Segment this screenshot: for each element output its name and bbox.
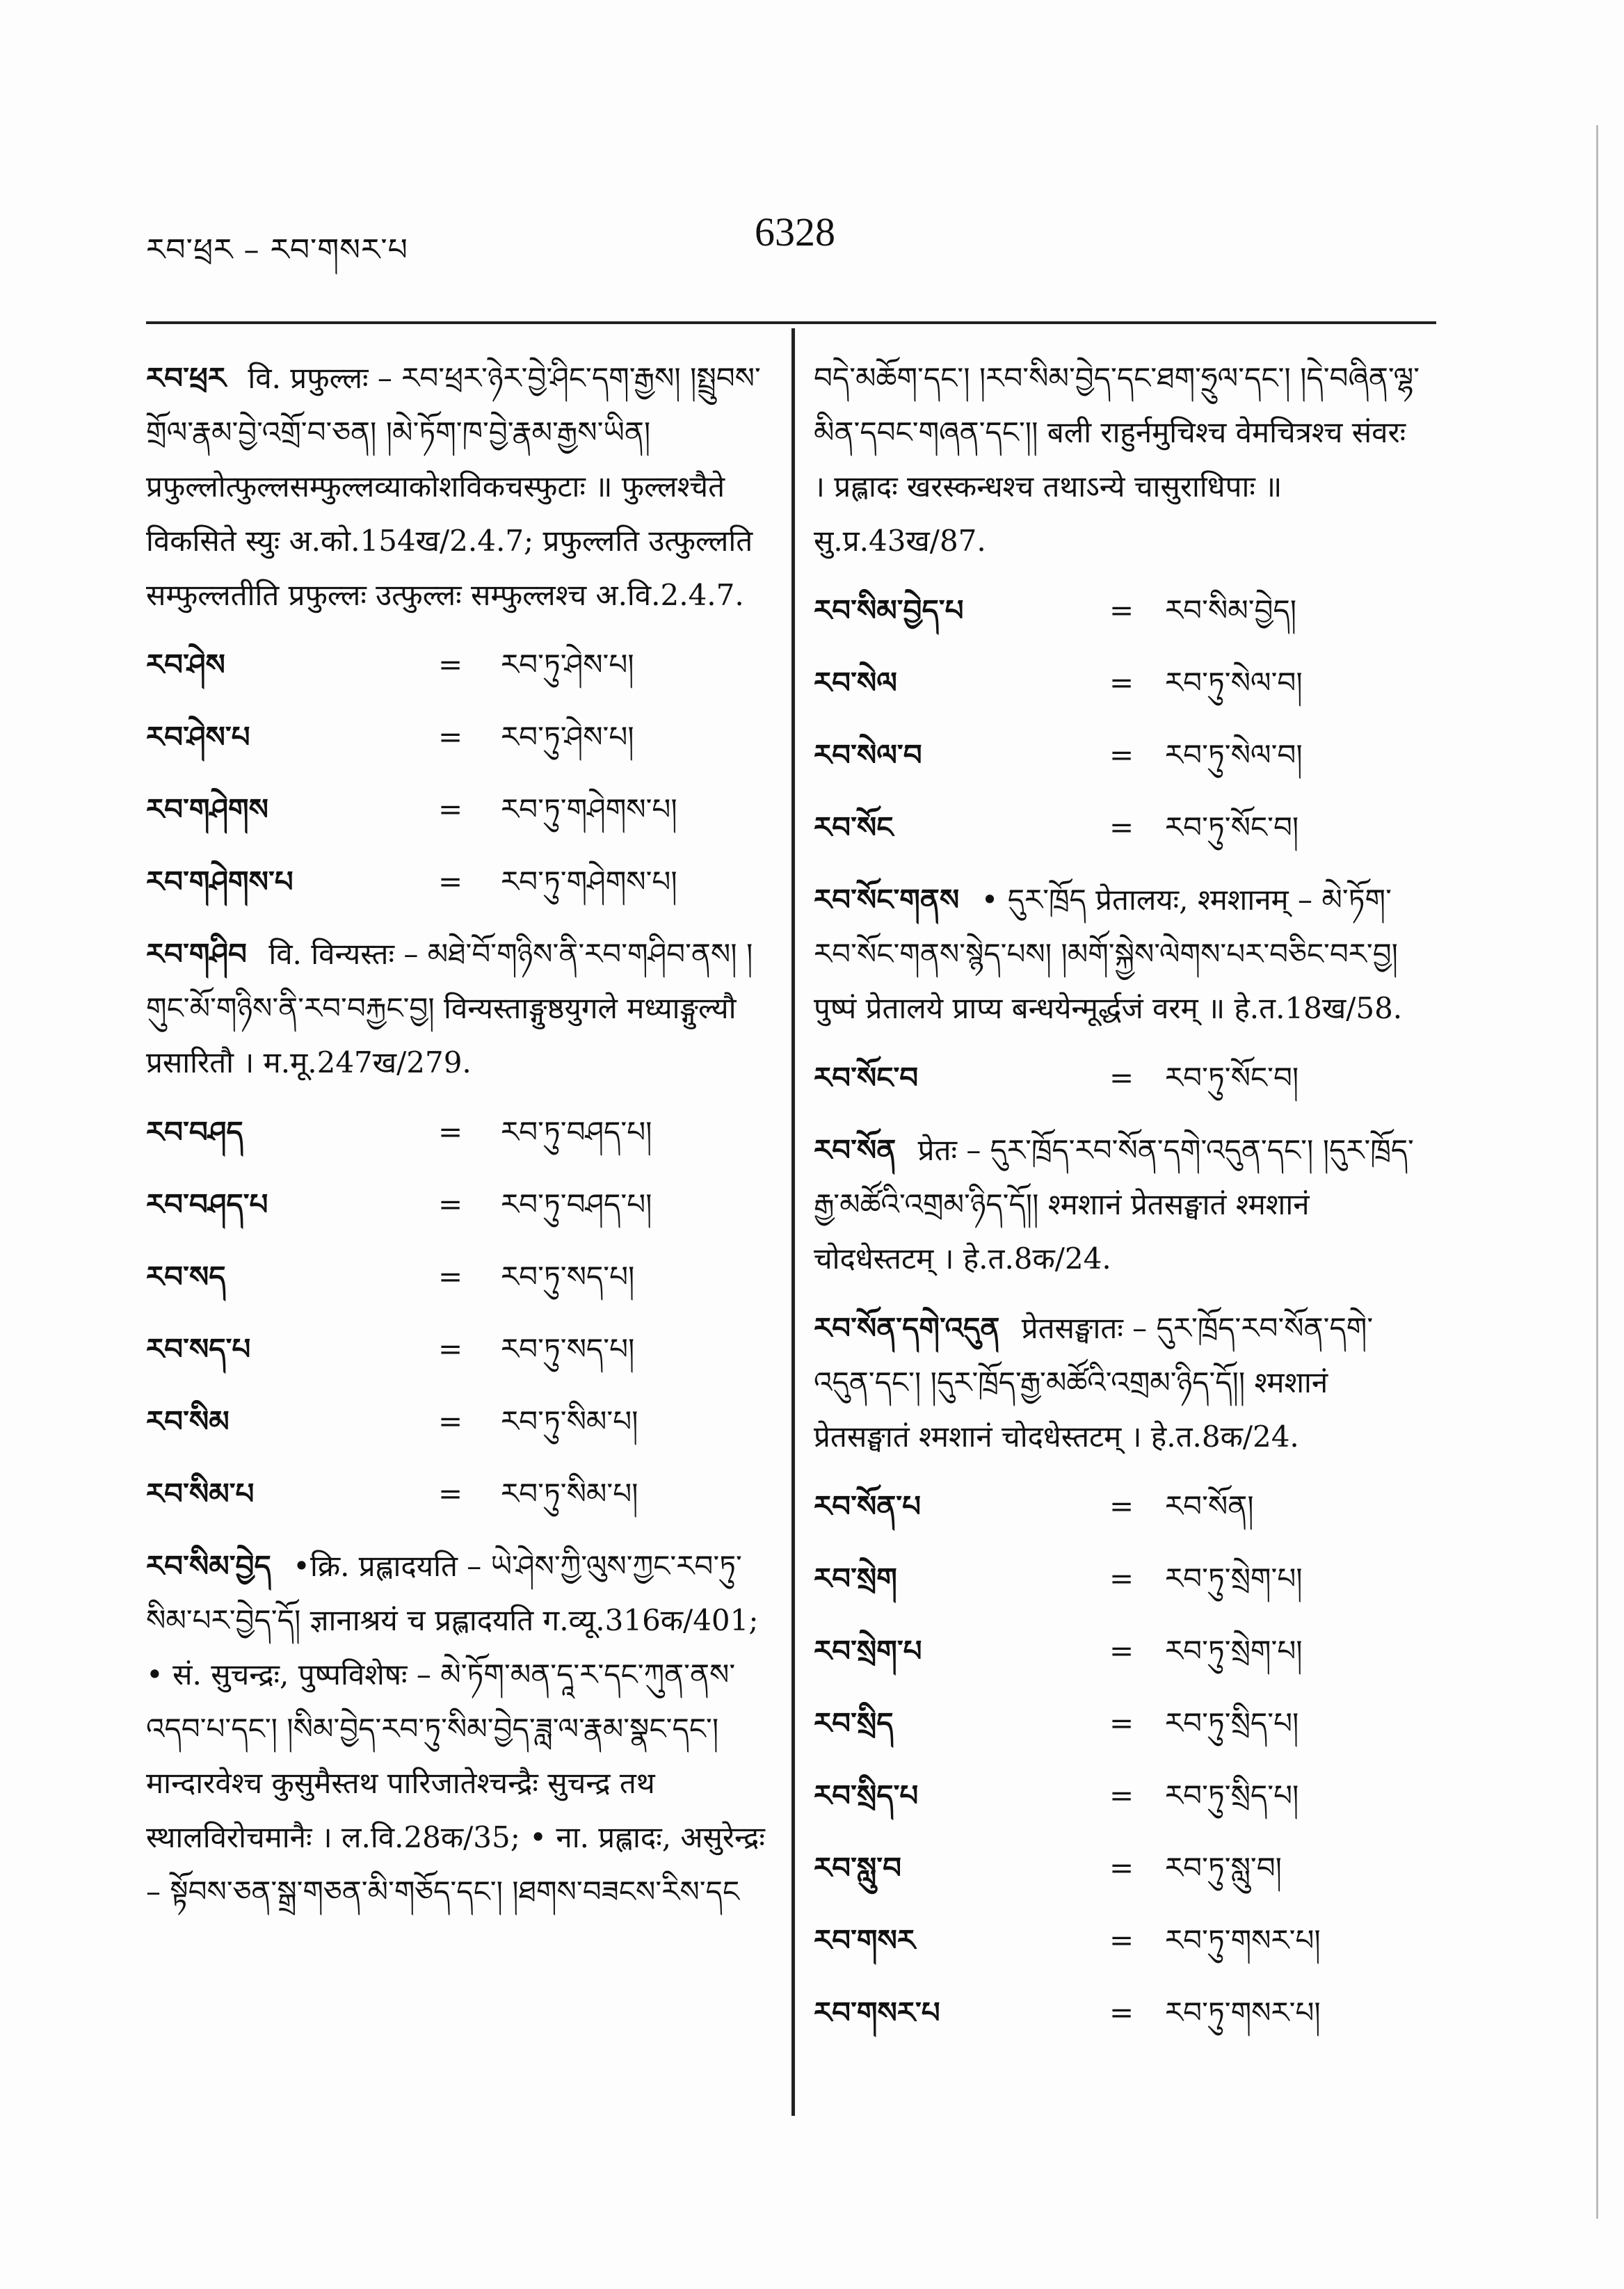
equals-sign: = xyxy=(438,792,463,826)
entry-body: वि. प्रफुल्लः – རབ་ཕྲར་ཉེར་བྱེ་ཤིང་དག་རྒྱས། །སྤྲུབས་གྲོལ་རྣམ་བྱེ་འགྲོ་བ་ཅན། །མེ་ཏོག་ཁ་བྱེ་རྣམ་རྒྱས་ཡིན། प्रफुल्लोत्फुल्लसम्फुल्लव्याकोशविकचस्फुटाः ॥ फुल्लश्चैते विकसिते स्युः अ.को.154ख/2.4.7; प्रफुल्लति उत्फुल्लति सम्फुल्लतीति प्रफुल्लः उत्फुल्लः सम्फुल्लश्च अ.वि.2.4.7. xyxy=(146,361,761,612)
cross-reference xyxy=(814,801,1426,855)
left-column xyxy=(146,351,765,1934)
cross-headword: རབ་སེལ xyxy=(814,666,897,700)
cross-reference xyxy=(814,1552,1426,1606)
cross-headword: རབ་སྲེག xyxy=(814,1561,897,1596)
cross-target: རབ་ཏུ་སད་པ། xyxy=(501,1260,635,1294)
cross-headword: རབ་སད xyxy=(146,1260,226,1294)
cross-target: རབ་ཏུ་སོང་བ། xyxy=(1165,1061,1299,1095)
cross-target: རབ་སིམ་བྱེད། xyxy=(1165,593,1297,627)
entry-body: प्रेतसङ्घातः – དུར་ཁྲོད་རབ་སོན་དགེ་འདུན་དང་། །དུར་ཁྲོད་རྒྱ་མཚོའི་འགྲམ་ཉིད་དོ།། श्मशानं प्रेतसङ्घातं श्मशानं चोदधेस्तटम् । हे.त.8क/24. xyxy=(814,1311,1374,1454)
cross-target: རབ་ཏུ་གཤེགས་པ། xyxy=(501,792,677,826)
cross-reference xyxy=(814,1841,1426,1895)
cross-reference xyxy=(814,656,1426,710)
cross-reference xyxy=(146,1322,765,1376)
cross-reference xyxy=(146,1105,765,1159)
cross-target: རབ་ཏུ་བཤད་པ། xyxy=(501,1187,652,1221)
dictionary-entry xyxy=(814,1301,1426,1464)
equals-sign: = xyxy=(1109,666,1134,700)
cross-target: རབ་ཏུ་སོང་བ། xyxy=(1165,810,1299,844)
dictionary-entry xyxy=(814,1123,1426,1286)
entry-headword: རབ་སོང་གནས xyxy=(814,883,960,917)
cross-target: རབ་ཏུ་སྲིད་པ། xyxy=(1165,1778,1299,1813)
cross-headword: རབ་སྲིད xyxy=(814,1706,894,1740)
cross-headword: རབ་བཤད་པ xyxy=(146,1187,268,1221)
cross-headword: རབ་གཤེགས་པ xyxy=(146,865,294,899)
cross-target: རབ་ཏུ་བཤད་པ། xyxy=(501,1115,652,1149)
equals-sign: = xyxy=(1109,1489,1134,1523)
equals-sign: = xyxy=(438,1404,463,1438)
equals-sign: = xyxy=(438,865,463,899)
column-divider xyxy=(791,328,795,2116)
equals-sign: = xyxy=(1109,1778,1134,1813)
cross-reference xyxy=(814,584,1426,638)
cross-target: རབ་ཏུ་ཤེས་པ། xyxy=(501,648,634,682)
cross-headword: རབ་སོང xyxy=(814,810,894,844)
cross-headword: རབ་སྲེག་པ xyxy=(814,1634,922,1668)
running-header: རབ་ཕྲར – རབ་གསར་པ xyxy=(146,232,408,268)
cross-headword: རབ་སྲིད་པ xyxy=(814,1778,919,1813)
cross-reference xyxy=(814,728,1426,782)
equals-sign: = xyxy=(438,1477,463,1511)
entry-headword: རབ་སོན xyxy=(814,1133,897,1167)
cross-reference xyxy=(814,1696,1426,1751)
equals-sign: = xyxy=(1109,1923,1134,1957)
cross-headword: རབ་ཤེས་པ xyxy=(146,720,250,754)
cross-target: རབ་ཏུ་སྲིད་པ། xyxy=(1165,1706,1299,1740)
cross-headword: རབ་སོང་བ xyxy=(814,1061,919,1095)
cross-target: རབ་ཏུ་གསར་པ། xyxy=(1165,1995,1321,2030)
cross-target: རབ་སོན། xyxy=(1165,1489,1254,1523)
entry-headword: རབ་སིམ་བྱེད xyxy=(146,1549,271,1583)
cross-reference xyxy=(146,1178,765,1232)
cross-headword: རབ་གསར་པ xyxy=(814,1995,940,2030)
cross-reference xyxy=(814,1051,1426,1105)
right-column xyxy=(814,351,1426,2058)
cross-headword: རབ་གསར xyxy=(814,1923,915,1957)
dictionary-entry xyxy=(146,927,765,1090)
cross-reference xyxy=(146,710,765,764)
cross-target: རབ་ཏུ་སིམ་པ། xyxy=(501,1404,638,1438)
equals-sign: = xyxy=(1109,593,1134,627)
cross-reference xyxy=(146,1467,765,1521)
dictionary-entry-continued xyxy=(814,351,1426,568)
equals-sign: = xyxy=(1109,738,1134,772)
entry-headword: རབ་ཕྲར xyxy=(146,361,226,395)
cross-target: རབ་ཏུ་སད་པ། xyxy=(501,1332,635,1366)
equals-sign: = xyxy=(1109,1561,1134,1596)
cross-target: རབ་ཏུ་སྲེག་པ། xyxy=(1165,1561,1303,1596)
cross-reference xyxy=(814,1479,1426,1534)
equals-sign: = xyxy=(438,648,463,682)
cross-reference xyxy=(146,638,765,692)
equals-sign: = xyxy=(1109,1851,1134,1885)
cross-reference xyxy=(146,1250,765,1304)
entry-headword: རབ་གཤིབ xyxy=(146,937,247,971)
entry-body: वि. विन्यस्तः – མཐེ་བོ་གཉིས་ནི་རབ་གཤིབ་ནས། །གུང་མོ་གཉིས་ནི་རབ་བརྐྱང་བྱ། विन्यस्ताङ्गुष्ठयुगले मध्याङ्गुल्यौ प्रसारितौ । म.मू.247ख/279. xyxy=(146,937,753,1079)
cross-target: རབ་ཏུ་སིམ་པ། xyxy=(501,1477,638,1511)
equals-sign: = xyxy=(1109,1061,1134,1095)
equals-sign: = xyxy=(438,1260,463,1294)
cross-headword: རབ་ཤེས xyxy=(146,648,225,682)
cross-reference xyxy=(146,1395,765,1449)
entry-body: བདེ་མཆོག་དང་། །རབ་སིམ་བྱེད་དང་ཐག་ཧྲུལ་དང་། །དེ་བཞིན་ལྷ་མིན་དབང་གཞན་དང་།། बली राहुर्नमुचिश्च वेमचित्रश्च संवरः । प्रह्लादः खरस्कन्धश्च तथाऽन्ये चासुराधिपाः ॥ सु.प्र.43ख/87. xyxy=(814,361,1420,558)
cross-headword: རབ་སེལ་བ xyxy=(814,738,922,772)
entry-body: प्रेतः – དུར་ཁྲོད་རབ་སོན་དགེ་འདུན་དང་། །དུར་ཁྲོད་རྒྱ་མཚོའི་འགྲམ་ཉིད་དོ།། श्मशानं प्रेतसङ्घातं श्मशानं चोदधेस्तटम् । हे.त.8क/24. xyxy=(814,1133,1414,1276)
dictionary-entry xyxy=(146,1539,765,1919)
cross-headword: རབ་སིམ xyxy=(146,1404,230,1438)
page-number: 6328 xyxy=(755,209,835,255)
entry-headword: རབ་སོན་དགེ་འདུན xyxy=(814,1311,1000,1345)
dictionary-entry xyxy=(146,351,765,623)
cross-headword: རབ་སླུ་བ xyxy=(814,1851,902,1885)
cross-headword: རབ་སིམ་བྱེད་པ xyxy=(814,593,964,627)
equals-sign: = xyxy=(438,720,463,754)
equals-sign: = xyxy=(1109,1995,1134,2030)
cross-target: རབ་ཏུ་ཤེས་པ། xyxy=(501,720,634,754)
equals-sign: = xyxy=(438,1332,463,1366)
equals-sign: = xyxy=(1109,1634,1134,1668)
cross-reference xyxy=(814,1986,1426,2040)
cross-headword: རབ་སོན་པ xyxy=(814,1489,922,1523)
cross-target: རབ་ཏུ་གསར་པ། xyxy=(1165,1923,1321,1957)
header-rule xyxy=(146,321,1436,324)
cross-headword: རབ་སིམ་པ xyxy=(146,1477,255,1511)
cross-target: རབ་ཏུ་སྲེག་པ། xyxy=(1165,1634,1303,1668)
entry-body: • དུར་ཁྲོད प्रेतालयः, श्मशानम् – མེ་ཏོག་རབ་སོང་གནས་སྙེད་པས། །མགོ་སྐྱེས་ལེགས་པར་བཅིང་བར་བྱ། पुष्पं प्रेतालये प्राप्य बन्धयेन्मूर्द्धजं वरम् ॥ हे.त.18ख/58. xyxy=(814,883,1403,1025)
cross-reference xyxy=(146,855,765,909)
cross-target: རབ་ཏུ་སླུ་བ། xyxy=(1165,1851,1283,1885)
equals-sign: = xyxy=(1109,1706,1134,1740)
cross-reference xyxy=(814,1913,1426,1968)
cross-reference xyxy=(814,1769,1426,1823)
equals-sign: = xyxy=(438,1187,463,1221)
equals-sign: = xyxy=(438,1115,463,1149)
equals-sign: = xyxy=(1109,810,1134,844)
page-edge-line xyxy=(1596,125,1598,2219)
entry-body: •क्रि. प्रह्लादयति – ཡེ་ཤེས་ཀྱི་ལུས་ཀྱང་རབ་ཏུ་སིམ་པར་བྱེད་དོ། ज्ञानाश्रयं च प्रह्लादयति ग.व्यू.316क/401; • सं. सुचन्द्रः, पुष्पविशेषः – མེ་ཏོག་མན་དཱ་ར་དང་ཀུན་ནས་འདབ་པ་དང་། །སིམ་བྱེད་རབ་ཏུ་སིམ་བྱེད་ཟླ་ལ་རྣམ་སྣང་དང་། मान्दारवेश्च कुसुमैस्तथ पारिजातेश्चन्द्रैः सुचन्द्र तथ स्थालविरोचमानैः । ल.वि.28क/35; • ना. प्रह्लादः, असुरेन्द्रः – སྟོབས་ཅན་སྒྲ་གཅན་མི་གཅོད་དང་། །ཐགས་བཟངས་རིས་དང xyxy=(146,1549,765,1909)
cross-headword: རབ་བཤད xyxy=(146,1115,243,1149)
cross-reference xyxy=(814,1624,1426,1678)
cross-headword: རབ་གཤེགས xyxy=(146,792,268,826)
cross-headword: རབ་སད་པ xyxy=(146,1332,251,1366)
cross-target: རབ་ཏུ་གཤེགས་པ། xyxy=(501,865,677,899)
dictionary-entry xyxy=(814,873,1426,1036)
cross-target: རབ་ཏུ་སེལ་བ། xyxy=(1165,666,1303,700)
cross-reference xyxy=(146,782,765,837)
cross-target: རབ་ཏུ་སེལ་བ། xyxy=(1165,738,1303,772)
